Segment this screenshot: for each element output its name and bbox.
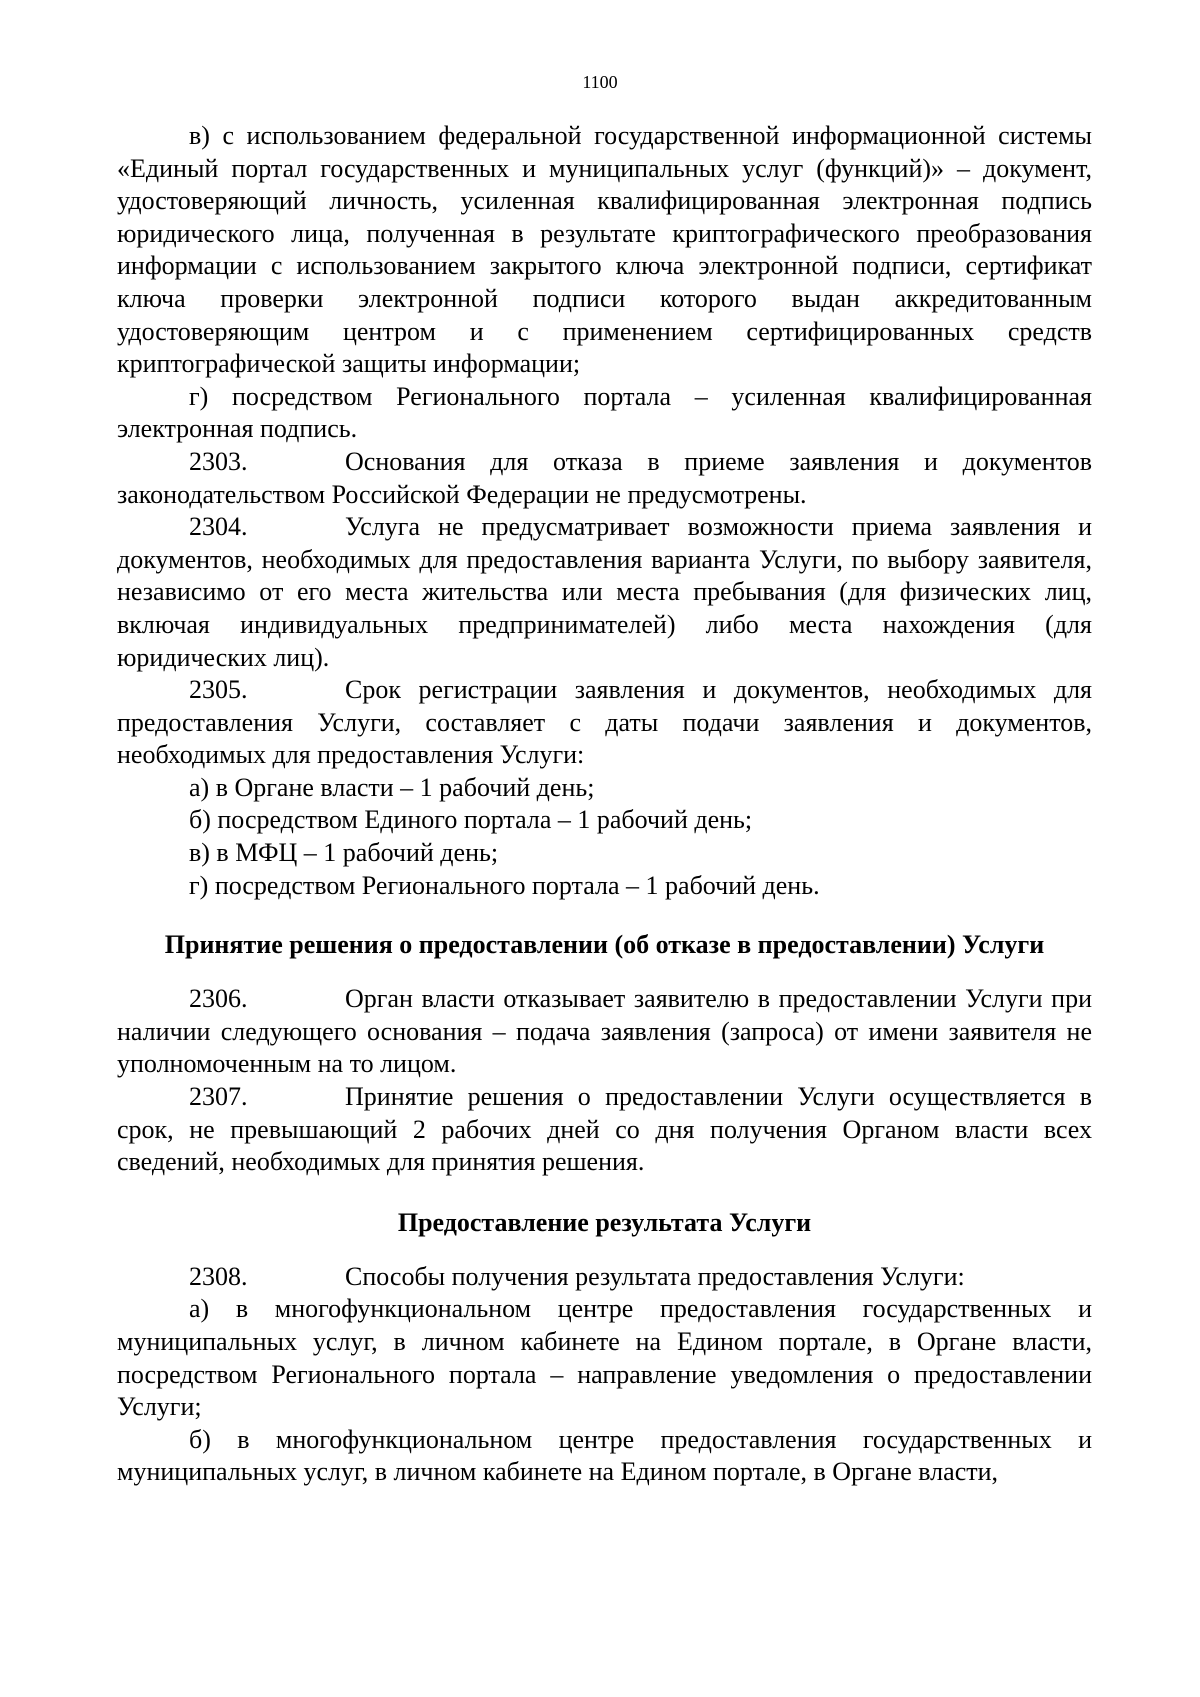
clause-2304: [117, 511, 1092, 674]
document-body: [117, 120, 1092, 1489]
clause-2305: [117, 674, 1092, 772]
clause-text: Срок регистрации заявления и документов, необходимых для предоставления Услуги, составляет с даты подачи заявления и документов, необходимых для предоставления Услуги:: [117, 675, 1092, 770]
clause-text: Орган власти отказывает заявителю в предоставлении Услуги при наличии следующего основания – подача заявления (запроса) от имени заявителя не уполномоченным на то лицом.: [117, 984, 1092, 1079]
clause-2303: [117, 446, 1092, 511]
clause-number: 2304.: [189, 512, 248, 542]
list-item-a: а) в Органе власти – 1 рабочий день;: [189, 772, 595, 802]
clause-number: 2305.: [189, 675, 248, 705]
section-heading-decision: Принятие решения о предоставлении (об отказе в предоставлении) Услуги: [164, 930, 1045, 960]
paragraph-item-g: г) посредством Регионального портала – усиленная квалифицированная электронная подпись.: [117, 381, 1092, 444]
list-item-b: б) в многофункциональном центре предоставления государственных и муниципальных услуг, в личном кабинете на Едином портале, в Органе власти,: [117, 1424, 1092, 1487]
clause-number: 2307.: [189, 1082, 248, 1112]
clause-number: 2306.: [189, 984, 248, 1014]
list-item-b: б) посредством Единого портала – 1 рабочий день;: [189, 805, 753, 835]
list-item-a: а) в многофункциональном центре предоставления государственных и муниципальных услуг, в личном кабинете на Едином портале, в Органе власти, посредством Регионального портала – направление уведомления о предоставлении Услуги;: [117, 1294, 1092, 1422]
list-item-v: в) в МФЦ – 1 рабочий день;: [189, 838, 499, 868]
clause-2306: [117, 983, 1092, 1081]
page-number: 1100: [582, 72, 618, 92]
clause-text: Услуга не предусматривает возможности приема заявления и документов, необходимых для предоставления варианта Услуги, по выбору заявителя, независимо от его места жительства или места пребывания (для физических лиц, включая индивидуальных предпринимателей) либо места нахождения (для юридических лиц).: [117, 512, 1092, 672]
clause-2308: [117, 1261, 1092, 1294]
clause-2307: [117, 1081, 1092, 1179]
clause-text: Способы получения результата предоставления Услуги:: [345, 1261, 965, 1291]
clause-text: Основания для отказа в приеме заявления и документов законодательством Российской Федерации не предусмотрены.: [117, 446, 1092, 509]
clause-number: 2303.: [189, 446, 248, 476]
clause-text: Принятие решения о предоставлении Услуги осуществляется в срок, не превышающий 2 рабочих дней со дня получения Органом власти всех сведений, необходимых для принятия решения.: [117, 1082, 1092, 1177]
section-heading-result: Предоставление результата Услуги: [397, 1207, 812, 1237]
paragraph-item-v: в) с использованием федеральной государственной информационной системы «Единый портал государственных и муниципальных услуг (функций)» – документ, удостоверяющий личность, усиленная квалифицированная электронная подпись юридического лица, полученная в результате криптографического преобразования информации с использованием закрытого ключа электронной подписи, сертификат ключа проверки электронной подписи которого выдан аккредитованным удостоверяющим центром и с применением сертифицированных средств криптографической защиты информации;: [117, 121, 1092, 379]
clause-number: 2308.: [189, 1261, 248, 1291]
list-item-g: г) посредством Регионального портала – 1 рабочий день.: [189, 870, 820, 900]
